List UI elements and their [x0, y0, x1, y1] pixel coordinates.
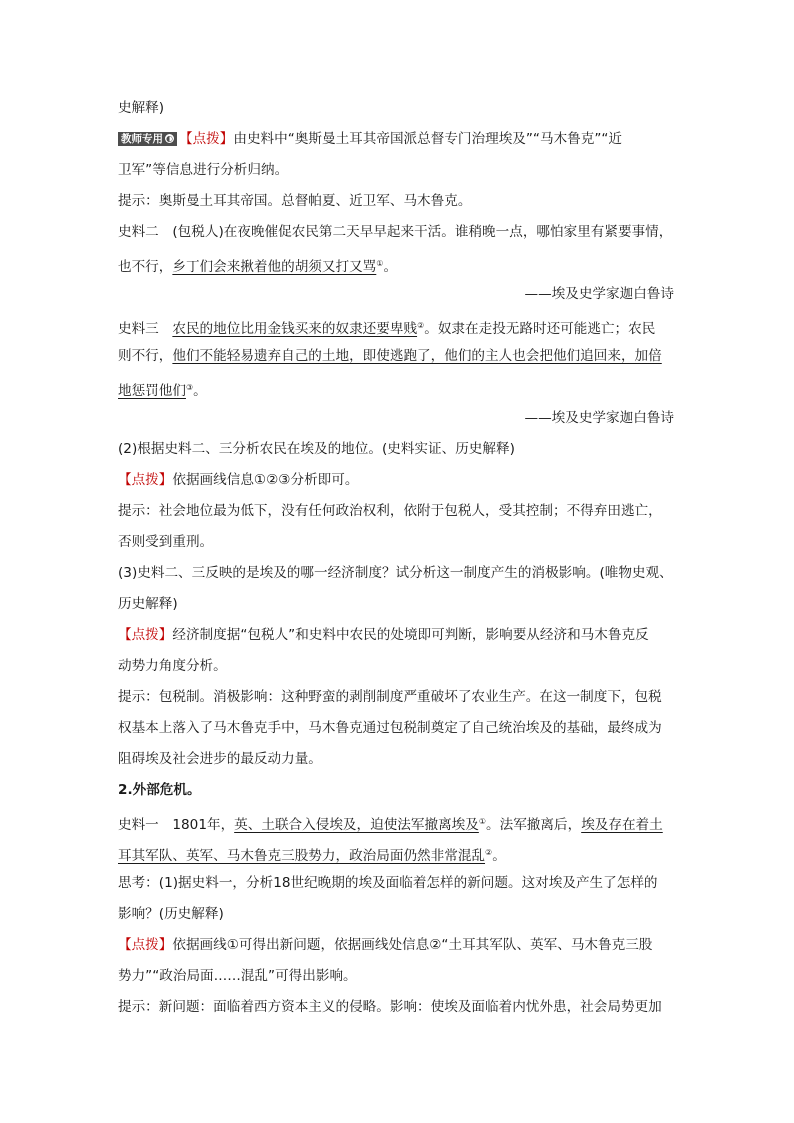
dian-bo-label: 【点拨】	[118, 937, 173, 953]
text-line: 史解释)	[118, 100, 165, 116]
dian-bo-label: 【点拨】	[118, 472, 173, 488]
text-line: 动势力角度分析。	[118, 658, 227, 674]
text-line: 权基本上落入了马木鲁克手中，马木鲁克通过包税制奠定了自己统治埃及的基础，最终成为	[118, 720, 662, 736]
badge-icon: ◐	[166, 134, 173, 143]
hint-line: 提示：奥斯曼土耳其帝国。总督帕夏、近卫军、马木鲁克。	[118, 193, 472, 209]
text-line: 则不行，他们不能轻易遗弃自己的土地，即使逃跑了，他们的主人也会把他们追回来，加倍	[118, 348, 662, 364]
text-line: 否则受到重刑。	[118, 534, 214, 550]
text-line: 耳其军队、英军、马木鲁克三股势力，政治局面仍然非常混乱②。	[118, 848, 506, 864]
hint-line: 提示：社会地位最为低下，没有任何政治权利，依附于包税人，受其控制；不得弃田逃亡，	[118, 503, 662, 519]
dian-bo-label: 【点拨】	[118, 627, 173, 643]
source-one-line: 史料一 1801年，英、土联合入侵埃及，迫使法军撤离埃及①。法军撤离后，埃及存在着土	[118, 817, 663, 833]
attribution: ——埃及史学家迦白鲁诗	[524, 410, 674, 426]
hint-line: 提示：包税制。消极影响：这种野蛮的剥削制度严重破坏了农业生产。在这一制度下，包税	[118, 689, 662, 705]
document-body	[118, 93, 674, 1023]
text-line: 历史解释)	[118, 596, 178, 612]
text-line: 卫军”等信息进行分析归纳。	[118, 162, 289, 178]
text-line: 阻碍埃及社会进步的最反动力量。	[118, 751, 322, 767]
attribution: ——埃及史学家迦白鲁诗	[524, 286, 674, 302]
dian-bo-label: 【点拨】	[179, 131, 234, 147]
teacher-only-badge: 教师专用 ◐	[118, 132, 177, 146]
tip-line: 【点拨】依据画线信息①②③分析即可。	[118, 472, 359, 488]
tip-line: 【点拨】经济制度据“包税人”和史料中农民的处境即可判断，影响要从经济和马木鲁克反	[118, 627, 649, 643]
text-line: 影响？(历史解释)	[118, 906, 224, 922]
text-line: 也不行，乡丁们会来揪着他的胡须又打又骂①。	[118, 259, 398, 275]
question-line: 思考：(1)据史料一，分析18世纪晚期的埃及面临着怎样的新问题。这对埃及产生了怎样的	[118, 875, 658, 891]
source-two-line: 史料二 (包税人)在夜晚催促农民第二天早早起来干活。谁稍晚一点，哪怕家里有紧要事情，	[118, 224, 673, 240]
question-line: (3)史料二、三反映的是埃及的哪一经济制度？试分析这一制度产生的消极影响。(唯物史观、	[118, 565, 673, 581]
hint-line: 提示：新问题：面临着西方资本主义的侵略。影响：使埃及面临着内忧外患，社会局势更加	[118, 999, 662, 1015]
question-line: (2)根据史料二、三分析农民在埃及的地位。(史料实证、历史解释)	[118, 441, 515, 457]
tip-line: 【点拨】依据画线①可得出新问题，依据画线处信息②“土耳其军队、英军、马木鲁克三股	[118, 937, 653, 953]
text-line: 地惩罚他们③。	[118, 383, 207, 399]
teacher-tip-line: 教师专用 ◐ 【点拨】由史料中“奥斯曼土耳其帝国派总督专门治理埃及”“马木鲁克”“近	[118, 124, 674, 155]
text-line: 势力”“政治局面……混乱”可得出影响。	[118, 968, 357, 984]
section-heading: 2.外部危机。	[118, 782, 201, 798]
source-three-line: 史料三 农民的地位比用金钱买来的奴隶还要卑贱②。奴隶在走投无路时还可能逃亡；农民	[118, 321, 656, 337]
